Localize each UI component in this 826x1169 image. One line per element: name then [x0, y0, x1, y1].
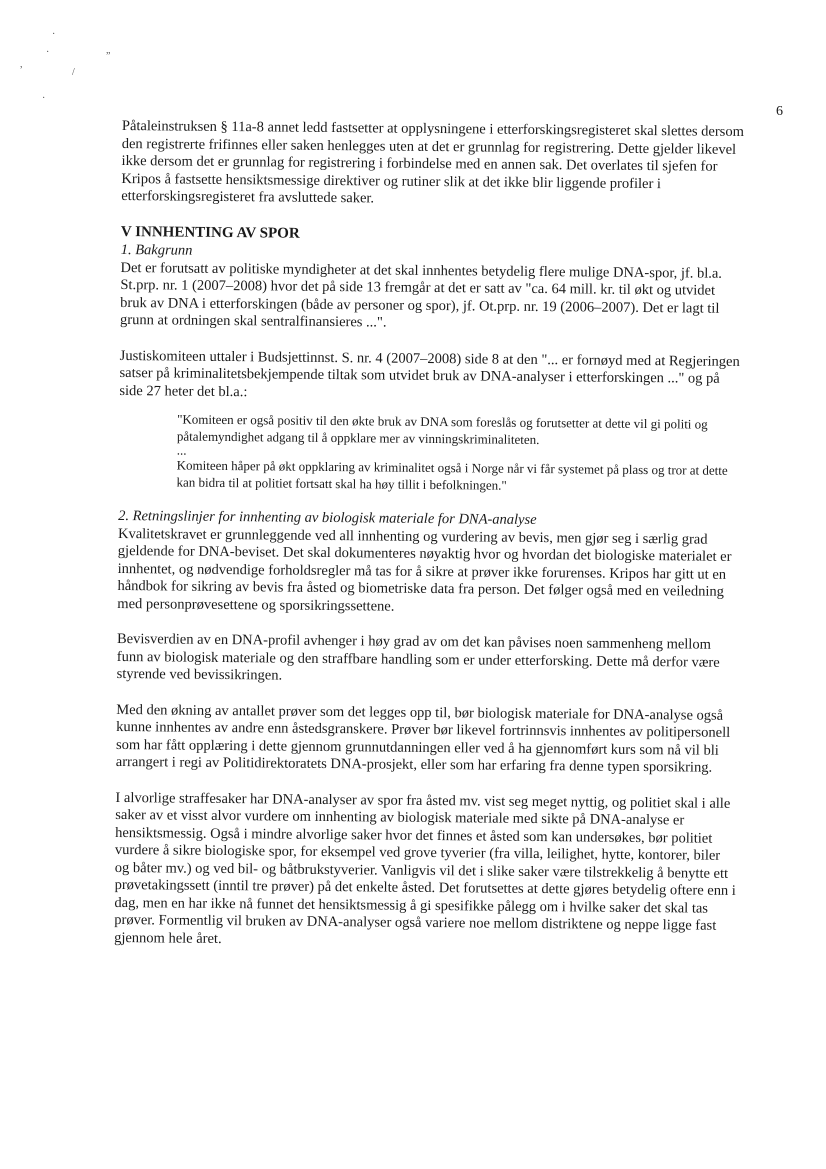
paragraph: Bevisverdien av en DNA-profil avhenger i høy grad av om det kan påvises noen sammenheng mellom funn av biologisk materiale og den straffbare handling som er under etterforsking. Dette må derfor være styrende ved bevissikringen. [116, 630, 720, 684]
scan-speck: , [20, 59, 23, 70]
document-body [114, 118, 744, 971]
paragraph: I alvorlige straffesaker har DNA-analyser av spor fra åsted mv. vist seg meget nyttig, og politiet skal i alle saker av et visst alvor vurdere om innhenting av biologisk materiale med sikte på DNA-analyse er hensiktsmessig. Også i mindre alvorlige saker hvor det finnes et åsted som kan undersøkes, bør politiet vurdere å sikre biologiske spor, for eksempel ved grove tyverier (fra villa, leilighet, hytte, kontorer, biler og båter mv.) og ved bil- og båtbrukstyverier. Vanligvis vil det i slike saker være tilstrekkelig å benytte ett prøvetakingssett (inntil tre prøver) på det enkelte åsted. Det forutsettes at dette gjøres betydelig oftere enn i dag, men en har ikke nå funnet det hensiktsmessig å gi spesifikke pålegg om i hvilke saker det skal tas prøver. Formentlig vil bruken av DNA-analyser også variere noe mellom distriktene og neppe ligge fast gjennom hele året. [114, 789, 736, 947]
scan-speck: · [52, 29, 56, 40]
subheading-retningslinjer: 2. Retningslinjer for innhenting av biologisk materiale for DNA-analyse [118, 507, 537, 528]
scan-speck: / [72, 67, 75, 78]
quotation [176, 411, 741, 496]
paragraph: Det er forutsatt av politiske myndigheter at det skal innhentes betydelig flere mulige DNA-spor, jf. bl.a. St.prp. nr. 1 (2007–2008) hvor det på side 13 fremgår at det er satt av "ca. 64 mill. kr. til økt og utvidet bruk av DNA i etterforskingen (både av personer og spor), jf. Ot.prp. nr. 19 (2006–2007). Det er lagt til grunn at ordningen skal sentralfinansieres ...". [119, 259, 723, 331]
scan-speck: · [42, 93, 46, 104]
paragraph: Kvalitetskravet er grunnleggende ved all innhenting og vurdering av bevis, men gjør seg i særlig grad gjeldende for DNA-beviset. Det skal dokumenteres nøyaktig hvor og hvordan det biologiske materialet er innhentet, og nødvendige forholdsregler må tas for å sikre at prøver ikke forurenses. Kripos har gitt ut en håndbok for sikring av bevis fra åsted og biometriske data fra person. Det følger også med en veiledning med personprøvesettene og sporsikringssettene. [117, 525, 732, 615]
scan-speck: „ [106, 45, 111, 56]
paragraph: Justiskomiteen uttaler i Budsjettinnst. S. nr. 4 (2007–2008) side 8 at den "... er fornøyd med at Regjeringen satser på kriminalitetsbekjempende tiltak som utvidet bruk av DNA-analyser i etterforskingen ..." og på side 27 heter det bl.a.: [119, 347, 740, 400]
page-number: 6 [776, 104, 783, 119]
quote-paragraph: Komiteen håper på økt oppklaring av kriminalitet også i Norge når vi får systemet på plass og tror at dette kan bidra til at politiet fortsatt skal ha høy tillit i befolkningen." [176, 457, 728, 493]
intro-paragraph: Påtaleinstruksen § 11a-8 annet ledd fastsetter at opplysningene i etterforskingsregisteret skal slettes dersom den registrerte frifinnes eller saken henlegges uten at det er grunnlag for registrering. Dette gjelder likevel ikke dersom det er grunnlag for registrering i forbindelse med en annen sak. Det overlates til sjefen for Kripos å fastsette hensiktsmessige direktiver og rutiner slik at det ikke blir liggende profiler i etterforskingsregisteret fra avsluttede saker. [121, 118, 744, 207]
quote-ellipsis: ... [176, 442, 187, 458]
quote-paragraph: "Komiteen er også positiv til den økte bruk av DNA som foreslås og forutsetter at dette vil gi politi og påtalemyndighet adgang til å oppklare mer av vinningskriminaliteten. [176, 411, 708, 448]
subheading-bakgrunn: 1. Bakgrunn [120, 241, 193, 259]
section-heading: V INNHENTING AV SPOR [120, 223, 300, 242]
paragraph: Med den økning av antallet prøver som det legges opp til, bør biologisk materiale for DNA-analyse også kunne innhentes av andre enn åstedsgranskere. Prøver bør likevel fortrinnsvis innhentes av politipersonell som har fått opplæring i dette gjennom grunnutdanningen eller ved å ha gjennomført kurs som nå vil bli arrangert i regi av Politidirektoratets DNA-prosjekt, eller som har erfaring fra denne typen sporsikring. [115, 701, 731, 776]
scan-speck: · [46, 47, 50, 58]
